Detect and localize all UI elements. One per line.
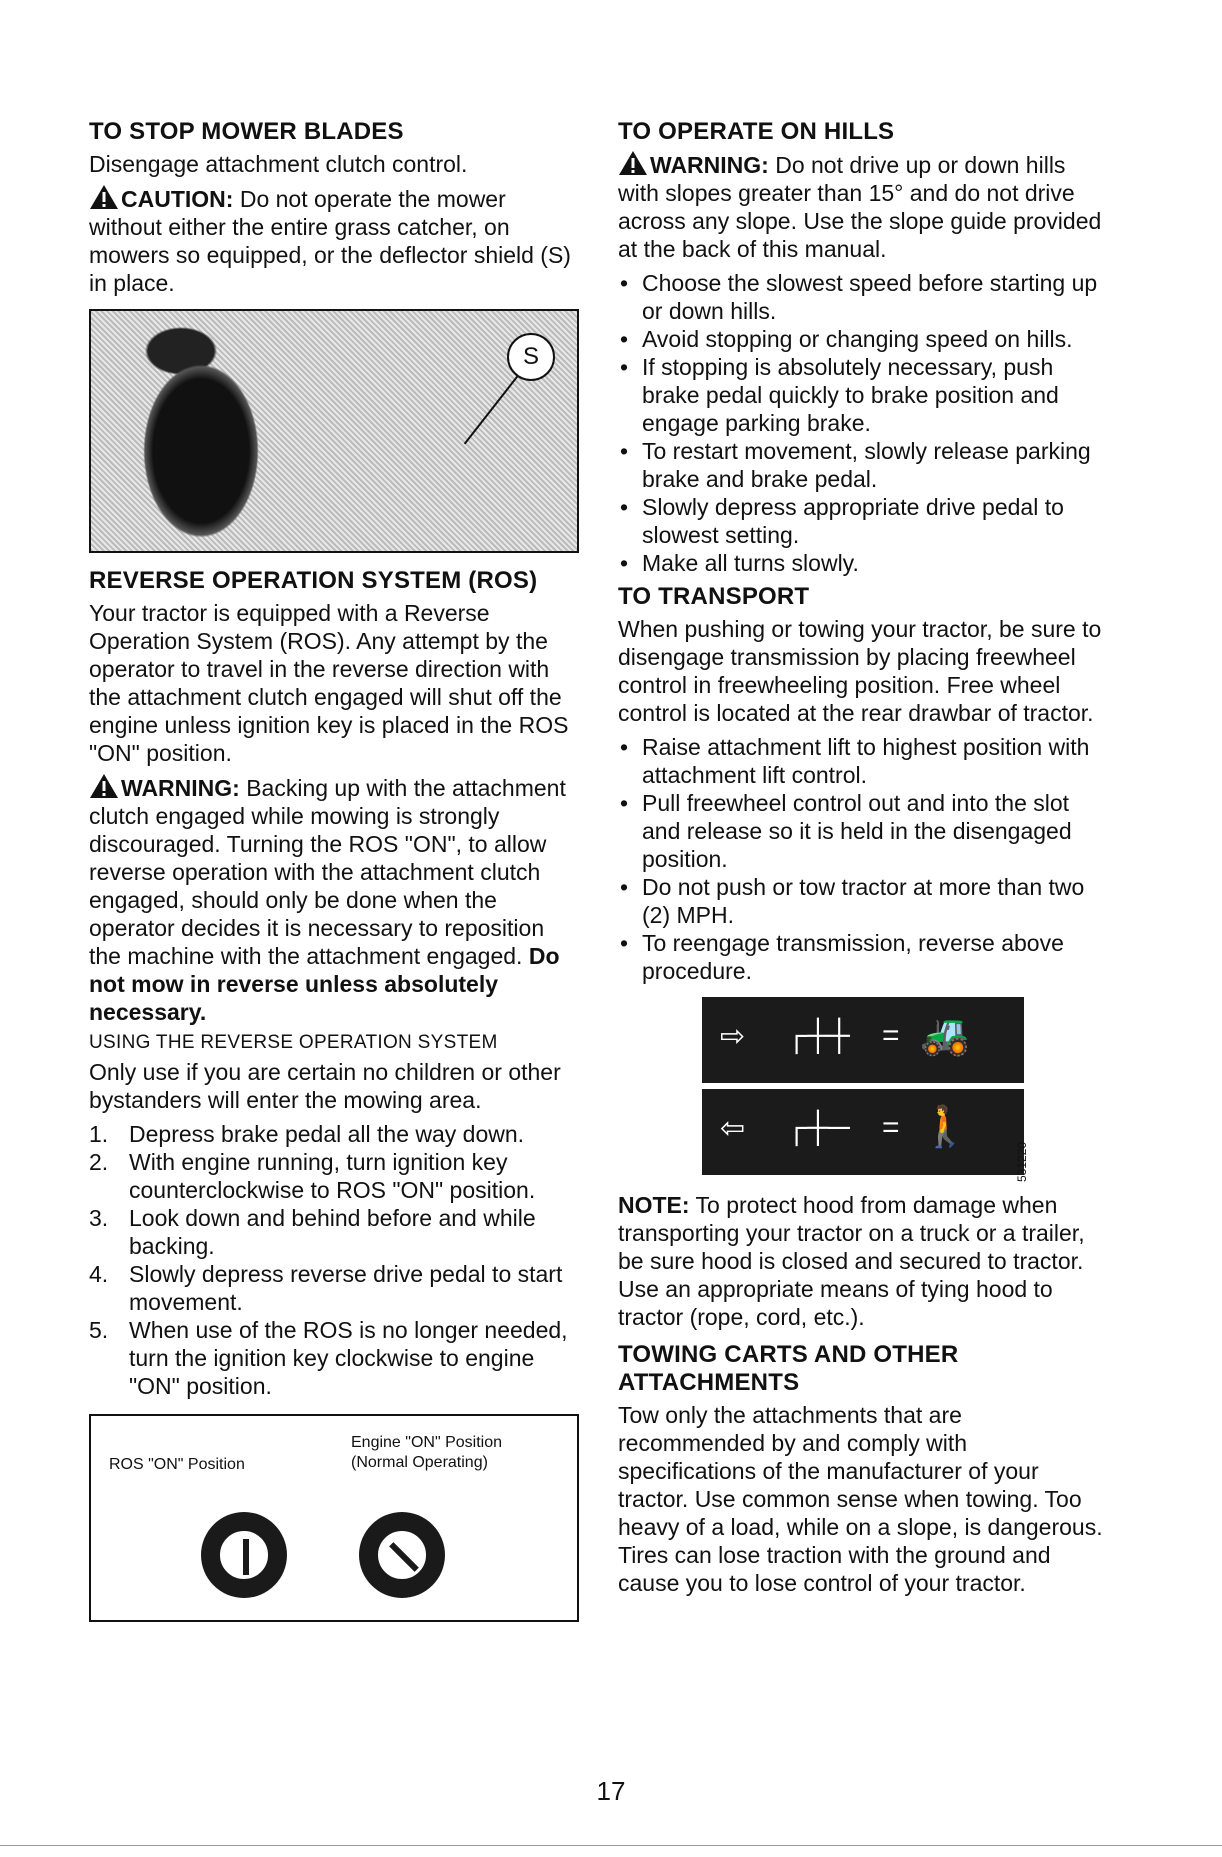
list-item: • If stopping is absolutely necessary, push brake pedal quickly to brake position and engage parking brake.	[618, 353, 1108, 437]
freewheel-rod-in-icon: ┌┼─	[786, 1111, 850, 1144]
arrow-right-icon: ⇨	[720, 1020, 746, 1053]
hills-warning-label: WARNING:	[650, 152, 769, 178]
note-text: To protect hood from damage when transporting your tractor on a truck or a trailer, be sure hood is closed and secured to tractor. Use an appropriate means of tying hood to tractor (rope, cord, etc.).	[618, 1192, 1085, 1330]
equals-icon: =	[882, 1019, 900, 1052]
person-pushing-tractor-icon: 🚶	[920, 1105, 970, 1149]
bottom-rule	[0, 1845, 1222, 1846]
list-item: • Make all turns slowly.	[618, 549, 1108, 577]
freewheel-rod-out-icon: ┌┼┼	[786, 1019, 850, 1052]
callout-line	[464, 372, 521, 444]
callout-s-label: S	[507, 333, 555, 381]
towing-heading: TOWING CARTS AND OTHER ATTACHMENTS	[618, 1341, 959, 1396]
page-number: 17	[596, 1776, 626, 1806]
note-label: NOTE:	[618, 1192, 690, 1218]
list-item: • Avoid stopping or changing speed on hills.	[618, 325, 1108, 353]
arrow-left-icon: ⇦	[720, 1112, 746, 1145]
stop-blades-text: Disengage attachment clutch control.	[89, 151, 468, 177]
ros-heading: REVERSE OPERATION SYSTEM (ROS)	[89, 567, 538, 594]
engine-on-caption: Engine "ON" Position	[351, 1434, 502, 1451]
hills-heading: TO OPERATE ON HILLS	[618, 118, 895, 145]
warning-text: Backing up with the attachment clutch engaged while mowing is strongly discouraged. Turning the ROS "ON", to allow reverse operation with the attachment clutch engaged, should only be done when the operator decides it is necessary to reposition the machine with the attachment engaged.	[89, 775, 566, 969]
decal-part-number: 531220	[1014, 1141, 1029, 1183]
ignition-key-figure	[89, 1414, 579, 1622]
freewheel-decal	[702, 997, 1029, 1183]
note-paragraph	[618, 1191, 1108, 1331]
list-item: • To restart movement, slowly release parking brake and brake pedal.	[618, 437, 1108, 493]
ignition-key-ros-icon	[201, 1512, 287, 1598]
stop-blades-heading: TO STOP MOWER BLADES	[89, 118, 404, 145]
right-column	[618, 118, 1108, 1603]
list-item: • Slowly depress appropriate drive pedal to slowest setting.	[618, 493, 1108, 549]
normal-operating-caption: (Normal Operating)	[351, 1454, 488, 1471]
caution-label: CAUTION:	[121, 186, 234, 212]
list-item: 1. Depress brake pedal all the way down.	[89, 1121, 525, 1147]
caution-paragraph	[89, 184, 579, 297]
ros-steps-list	[89, 1120, 579, 1400]
tractor-rider-icon: 🚜	[920, 1013, 970, 1057]
freewheel-push-sign	[702, 997, 1024, 1083]
left-column	[89, 118, 579, 1622]
list-item: 2. With engine running, turn ignition key counterclockwise to ROS "ON" position.	[89, 1149, 536, 1203]
transport-bullet-list	[618, 733, 1108, 985]
freewheel-tow-sign	[702, 1089, 1029, 1183]
ros-on-caption: ROS "ON" Position	[109, 1456, 245, 1473]
list-item: • Choose the slowest speed before starting up or down hills.	[618, 269, 1108, 325]
warning-triangle-icon	[89, 184, 119, 210]
list-item: • Pull freewheel control out and into the slot and release so it is held in the disengaged position.	[618, 789, 1108, 873]
warning-label: WARNING:	[121, 775, 240, 801]
list-item: 4. Slowly depress reverse drive pedal to start movement.	[89, 1261, 563, 1315]
transport-heading: TO TRANSPORT	[618, 583, 810, 610]
equals-icon: =	[882, 1111, 900, 1144]
hills-warning-text: Do not drive up or down hills with slopes greater than 15° and do not drive across any slope. Use the slope guide provided at the back of this manual.	[618, 152, 1102, 262]
list-item: 3. Look down and behind before and while backing.	[89, 1205, 536, 1259]
warning-triangle-icon	[89, 773, 119, 799]
list-item: • Do not push or tow tractor at more than two (2) MPH.	[618, 873, 1108, 929]
ros-warning-paragraph	[89, 773, 579, 1026]
list-item: • Raise attachment lift to highest position with attachment lift control.	[618, 733, 1108, 789]
towing-text: Tow only the attachments that are recommended by and comply with specifications of the manufacturer of your tractor. Use common sense when towing. Too heavy of a load, while on a slope, is dangerous. Tires can lose traction with the ground and cause you to lose control of your tractor.	[618, 1402, 1103, 1596]
list-item: 5. When use of the ROS is no longer needed, turn the ignition key clockwise to engine "ON" position.	[89, 1317, 568, 1399]
transport-text: When pushing or towing your tractor, be sure to disengage transmission by placing freewheel control in freewheeling position. Free wheel control is located at the rear drawbar of tractor.	[618, 616, 1102, 726]
hills-bullet-list	[618, 269, 1108, 577]
using-ros-text: Only use if you are certain no children or other bystanders will enter the mowing area.	[89, 1059, 561, 1113]
deflector-shield-photo	[89, 309, 579, 553]
ignition-key-engine-icon	[359, 1512, 445, 1598]
hills-warning-paragraph	[618, 150, 1108, 263]
warning-bold-text: Do not mow in reverse unless absolutely necessary.	[89, 943, 560, 1025]
using-ros-heading: USING THE REVERSE OPERATION SYSTEM	[89, 1032, 498, 1053]
ros-text: Your tractor is equipped with a Reverse Operation System (ROS). Any attempt by the operator to travel in the reverse direction with the attachment clutch engaged will shut off the engine unless ignition key is placed in the ROS "ON" position.	[89, 600, 569, 766]
caution-text: Do not operate the mower without either the entire grass catcher, on mowers so equipped, or the deflector shield (S) in place.	[89, 186, 571, 296]
warning-triangle-icon	[618, 150, 648, 176]
list-item: • To reengage transmission, reverse above procedure.	[618, 929, 1108, 985]
